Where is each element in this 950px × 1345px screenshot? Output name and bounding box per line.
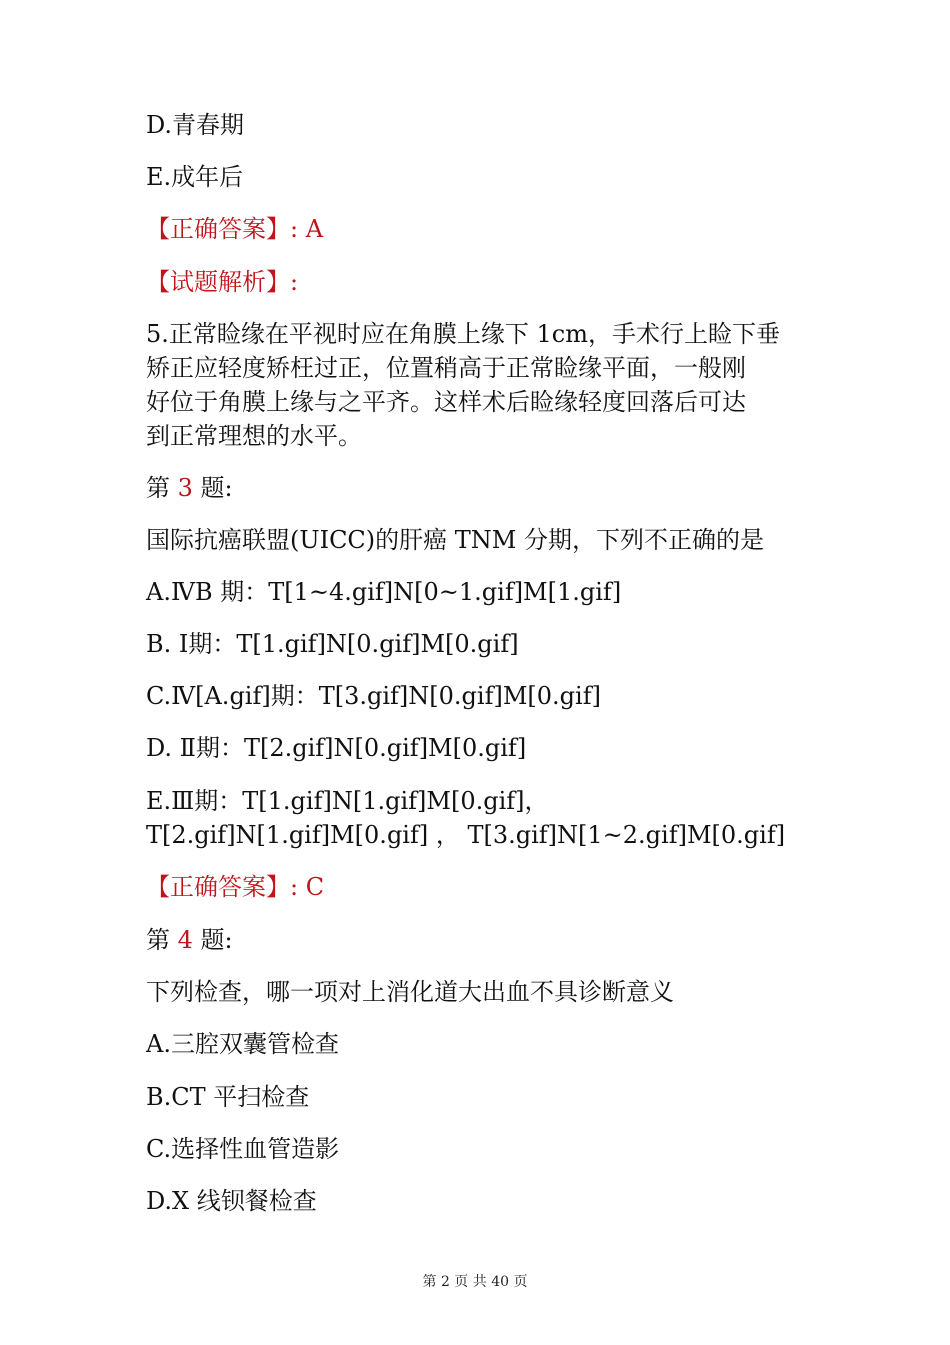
question-3-option-e-continued: T[2.gif]N[1.gif]M[0.gif] ， T[3.gif]N[1~2.gif]M[0.gif] xyxy=(146,821,786,849)
analysis-line: 好位于角膜上缘与之平齐。这样术后睑缘轻度回落后可达 xyxy=(146,388,746,416)
answer-label: 【正确答案】: xyxy=(146,215,299,243)
analysis-text xyxy=(146,317,826,453)
answer-value: A xyxy=(298,215,324,243)
question-3-option-d: D. Ⅱ期：T[2.gif]N[0.gif]M[0.gif] xyxy=(146,734,527,762)
question-4-option-c: C.选择性血管造影 xyxy=(146,1135,340,1163)
question-4-stem: 下列检查，哪一项对上消化道大出血不具诊断意义 xyxy=(146,978,674,1006)
correct-answer xyxy=(146,212,323,246)
analysis-line: 到正常理想的水平。 xyxy=(146,422,362,450)
question-4-option-a: A.三腔双囊管检查 xyxy=(146,1030,339,1058)
question-prefix: 第 xyxy=(146,926,178,954)
question-suffix: 题: xyxy=(192,926,233,954)
correct-answer xyxy=(146,870,324,904)
question-3-option-e: E.Ⅲ期：T[1.gif]N[1.gif]M[0.gif]， xyxy=(146,787,549,815)
analysis-line: 5.正常睑缘在平视时应在角膜上缘下 1cm，手术行上睑下垂 xyxy=(146,320,780,348)
question-3-stem: 国际抗癌联盟(UICC)的肝癌 TNM 分期，下列不正确的是 xyxy=(146,526,764,554)
question-number: 3 xyxy=(177,474,193,502)
question-prefix: 第 xyxy=(146,474,178,502)
question-suffix: 题: xyxy=(192,474,233,502)
question-4-option-b: B.CT 平扫检查 xyxy=(146,1083,310,1111)
question-4-heading xyxy=(146,923,233,957)
option-d: D.青春期 xyxy=(146,111,245,139)
answer-value: C xyxy=(298,873,325,901)
question-3-option-b: B. Ⅰ期：T[1.gif]N[0.gif]M[0.gif] xyxy=(146,630,519,658)
page-footer: 第 2 页 共 40 页 xyxy=(422,1274,528,1290)
analysis-label: 【试题解析】: xyxy=(146,268,299,296)
question-3-heading xyxy=(146,471,233,505)
question-number: 4 xyxy=(177,926,193,954)
analysis-line: 矫正应轻度矫枉过正，位置稍高于正常睑缘平面，一般刚 xyxy=(146,354,746,382)
question-3-option-c: C.Ⅳ[A.gif]期：T[3.gif]N[0.gif]M[0.gif] xyxy=(146,682,601,710)
question-3-option-a: A.ⅣB 期：T[1~4.gif]N[0~1.gif]M[1.gif] xyxy=(146,578,622,606)
option-e: E.成年后 xyxy=(146,163,244,191)
question-4-option-d: D.X 线钡餐检查 xyxy=(146,1187,317,1215)
answer-label: 【正确答案】: xyxy=(146,873,299,901)
